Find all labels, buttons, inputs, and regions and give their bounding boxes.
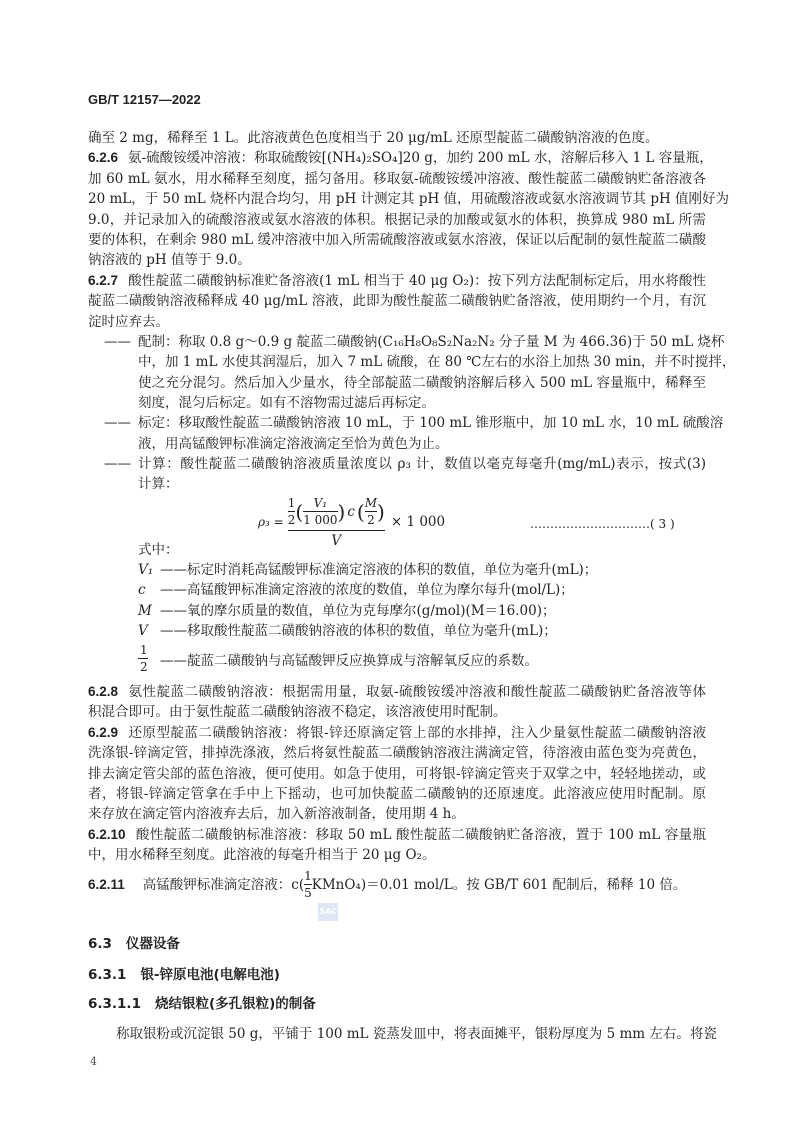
equation-number: …………………………( 3 ) xyxy=(530,517,675,531)
clause-number: 6.2.6 xyxy=(88,150,119,165)
half-fraction xyxy=(288,495,296,528)
denominator: 2 xyxy=(367,513,375,527)
symbol-fraction xyxy=(138,642,160,675)
paragraph-line: 积混合即可。由于氨性靛蓝二磺酸钠溶液不稳定，该溶液使用时配制。 xyxy=(88,704,507,720)
paragraph-line: 称取银粉或沉淀银 50 g，平铺于 100 mL 瓷蒸发皿中，将表面摊平，银粉厚度为 5 mm 左右。将瓷 xyxy=(116,1026,717,1042)
clause-number: 6.2.8 xyxy=(88,684,119,699)
paragraph-line: 加 60 mL 氨水，用水稀释至刻度，摇匀备用。移取氨-硫酸铵缓冲溶液、酸性靛蓝二磺酸钠贮备溶液各 xyxy=(88,171,706,187)
paragraph-line: 中，用水稀释至刻度。此溶液的每毫升相当于 20 μg O₂。 xyxy=(88,847,436,863)
definition-v1 xyxy=(138,560,597,580)
clause-text: 酸性靛蓝二磺酸钠标准贮备溶液(1 mL 相当于 40 μg O₂)：按下列方法配制标定后，用水将酸性 xyxy=(128,273,706,289)
denominator: 5 xyxy=(304,886,312,900)
numerator: 1 xyxy=(287,496,296,510)
denominator: 2 xyxy=(287,513,296,527)
clause-text: 氨性靛蓝二磺酸钠溶液：根据需用量，取氨-硫酸铵缓冲溶液和酸性靛蓝二磺酸钠贮备溶液等体 xyxy=(128,684,706,700)
clause-text: 氨-硫酸铵缓冲溶液：称取硫酸铵[(NH₄)₂SO₄]20 g，加约 200 mL 水，溶解后移入 1 L 容量瓶， xyxy=(128,150,713,166)
definition-v xyxy=(138,621,557,641)
list-item-line: 中，加 1 mL 水使其润湿后，加入 7 mL 硫酸，在 80 ℃左右的水浴上加热 30 min，并不时搅拌， xyxy=(138,354,736,370)
definition-half xyxy=(138,642,538,675)
denominator: 2 xyxy=(140,660,148,674)
symbol: c xyxy=(138,582,146,598)
definition-m xyxy=(138,601,555,621)
list-dash: —— xyxy=(104,334,131,350)
clause-6-2-11-line xyxy=(88,868,686,901)
denominator: 1 000 xyxy=(303,513,338,527)
list-dash: —— xyxy=(104,415,131,431)
definition-text: ——氧的摩尔质量的数值，单位为克每摩尔(g/mol)(M＝16.00)； xyxy=(160,603,556,619)
standard-code-header: GB/T 12157—2022 xyxy=(88,92,201,107)
definition-text: ——移取酸性靛蓝二磺酸钠溶液的体积的数值，单位为毫升(mL)； xyxy=(160,623,557,639)
paragraph-line: 者，将银-锌滴定管拿在手中上下摇动，也可加快靛蓝二磺酸钠的还原速度。此溶液应使用时配制。原 xyxy=(88,786,706,802)
clause-6-2-7-line xyxy=(88,271,706,291)
list-item-line: 液，用高锰酸钾标准滴定溶液滴定至恰为黄色为止。 xyxy=(138,436,449,452)
symbol-c: c xyxy=(347,503,355,520)
section-heading-6-3 xyxy=(88,934,180,954)
page-number: 4 xyxy=(90,1055,97,1068)
definition-text: ——标定时消耗高锰酸钾标准滴定溶液的体积的数值，单位为毫升(mL)； xyxy=(160,562,598,578)
numerator: M xyxy=(364,496,378,510)
v1-fraction xyxy=(303,495,337,528)
list-item-line: 计算：酸性靛蓝二磺酸钠溶液质量浓度以 ρ₃ 计，数值以毫克每毫升(mg/mL)表示，按式(3) xyxy=(138,456,706,472)
paragraph-line: 洗涤银-锌滴定管，排掉洗涤液，然后将氨性靛蓝二磺酸钠溶液注满滴定管，待溶液由蓝色变为亮黄色， xyxy=(88,745,706,761)
clause-text: 还原型靛蓝二磺酸钠溶液：将银-锌还原滴定管上部的水排掉，注入少量氨性靛蓝二磺酸钠溶液 xyxy=(128,725,706,741)
formula-main-fraction: $\frac{1}{2}$ ( $\frac{\text{V₁}}{1 000}$ ) c ( $\frac{M}{2}$ ) V xyxy=(287,496,385,549)
clause-text: KMnO₄)＝0.01 mol/L。按 GB/T 601 配制后，稀释 10 倍。 xyxy=(311,876,687,893)
fraction-one-fifth xyxy=(304,868,312,901)
clause-text: 高锰酸钾标准滴定溶液：c( xyxy=(142,876,305,893)
paragraph-line: 确至 2 mg，稀释至 1 L。此溶液黄色色度相当于 20 μg/mL 还原型靛蓝二磺酸钠溶液的色度。 xyxy=(88,130,659,146)
list-item-line: 刻度，混匀后标定。如有不溶物需过滤后再标定。 xyxy=(138,395,435,411)
formula-lhs: ρ₃ = xyxy=(258,515,284,529)
sac-watermark-logo: SAC xyxy=(318,903,338,921)
definition-text: ——高锰酸钾标准滴定溶液的浓度的数值，单位为摩尔每升(mol/L)； xyxy=(160,582,574,598)
clause-text: 酸性靛蓝二磺酸钠标准溶液：移取 50 mL 酸性靛蓝二磺酸钠贮备溶液，置于 100 mL 容量瓶 xyxy=(135,827,706,843)
numerator: V₁ xyxy=(313,496,328,510)
clause-6-2-8-line xyxy=(88,682,706,702)
paragraph-line: 要的体积，在剩余 980 mL 缓冲溶液中加入所需硫酸溶液或氨水溶液，保证以后配制的氨性靛蓝二磺酸 xyxy=(88,232,706,248)
paragraph-line: 靛蓝二磺酸钠溶液稀释成 40 μg/mL 溶液，此即为酸性靛蓝二磺酸钠贮备溶液，使用期约一个月，有沉 xyxy=(88,293,706,309)
denominator: V xyxy=(331,533,342,549)
heading-number: 6.3.1.1 xyxy=(88,996,141,1012)
where-label: 式中： xyxy=(138,542,179,558)
section-heading-6-3-1 xyxy=(88,965,280,985)
paragraph-line: 钠溶液的 pH 值等于 9.0。 xyxy=(88,252,251,268)
clause-6-2-10-line xyxy=(88,825,706,845)
paragraph-line: 9.0，并记录加入的硫酸溶液或氨水溶液的体积。根据记录的加酸或氨水的体积，换算成 980 mL 所需 xyxy=(88,212,706,228)
definition-c xyxy=(138,580,574,600)
list-item-line: 计算： xyxy=(138,476,179,492)
heading-title: 仪器设备 xyxy=(125,936,180,952)
section-heading-6-3-1-1 xyxy=(88,994,316,1014)
definition-text: ——靛蓝二磺酸钠与高锰酸钾反应换算成与溶解氧反应的系数。 xyxy=(160,652,538,669)
paragraph-line: 20 mL，于 50 mL 烧杯内混合均匀，用 pH 计测定其 pH 值，用硫酸溶液或氨水溶液调节其 pH 值刚好为 xyxy=(88,191,730,207)
symbol: M xyxy=(138,603,152,619)
list-item-line: 标定：移取酸性靛蓝二磺酸钠溶液 10 mL，于 100 mL 锥形瓶中，加 10 mL 水，10 mL 硫酸溶 xyxy=(138,415,724,431)
heading-title: 银-锌原电池(电解电池) xyxy=(140,967,280,983)
formula-multiplier: × 1 000 xyxy=(390,514,446,530)
symbol: V₁ xyxy=(138,562,154,578)
heading-number: 6.3 xyxy=(88,936,112,952)
heading-title: 烧结银粒(多孔银粒)的制备 xyxy=(154,996,316,1012)
list-dash: —— xyxy=(104,456,131,472)
paragraph-line: 来存放在滴定管内溶液弃去后，加入新溶液制备，使用期 4 h。 xyxy=(88,806,465,822)
clause-number: 6.2.7 xyxy=(88,273,119,288)
clause-6-2-6-line xyxy=(88,148,713,168)
clause-number: 6.2.10 xyxy=(88,827,126,842)
paragraph-line: 排去滴定管尖部的蓝色溶液，便可使用。如急于使用，可将银-锌滴定管夹于双掌之中，轻轻地搓动，或 xyxy=(88,766,706,782)
clause-number: 6.2.11 xyxy=(88,876,125,892)
clause-number: 6.2.9 xyxy=(88,725,119,740)
clause-6-2-9-line xyxy=(88,723,706,743)
paragraph-line: 淀时应弃去。 xyxy=(88,314,169,330)
m-fraction xyxy=(365,495,377,528)
list-item-line: 配制：称取 0.8 g～0.9 g 靛蓝二磺酸钠(C₁₆H₈O₈S₂Na₂N₂ 分子量 M 为 466.36)于 50 mL 烧杯 xyxy=(138,334,725,350)
symbol: V xyxy=(138,623,148,639)
heading-number: 6.3.1 xyxy=(88,967,127,983)
numerator: 1 xyxy=(140,643,148,657)
formula-3 xyxy=(258,495,445,549)
numerator: 1 xyxy=(304,869,312,883)
list-item-line: 使之充分混匀。然后加入少量水，待全部靛蓝二磺酸钠溶解后移入 500 mL 容量瓶中，稀释至 xyxy=(138,375,706,391)
